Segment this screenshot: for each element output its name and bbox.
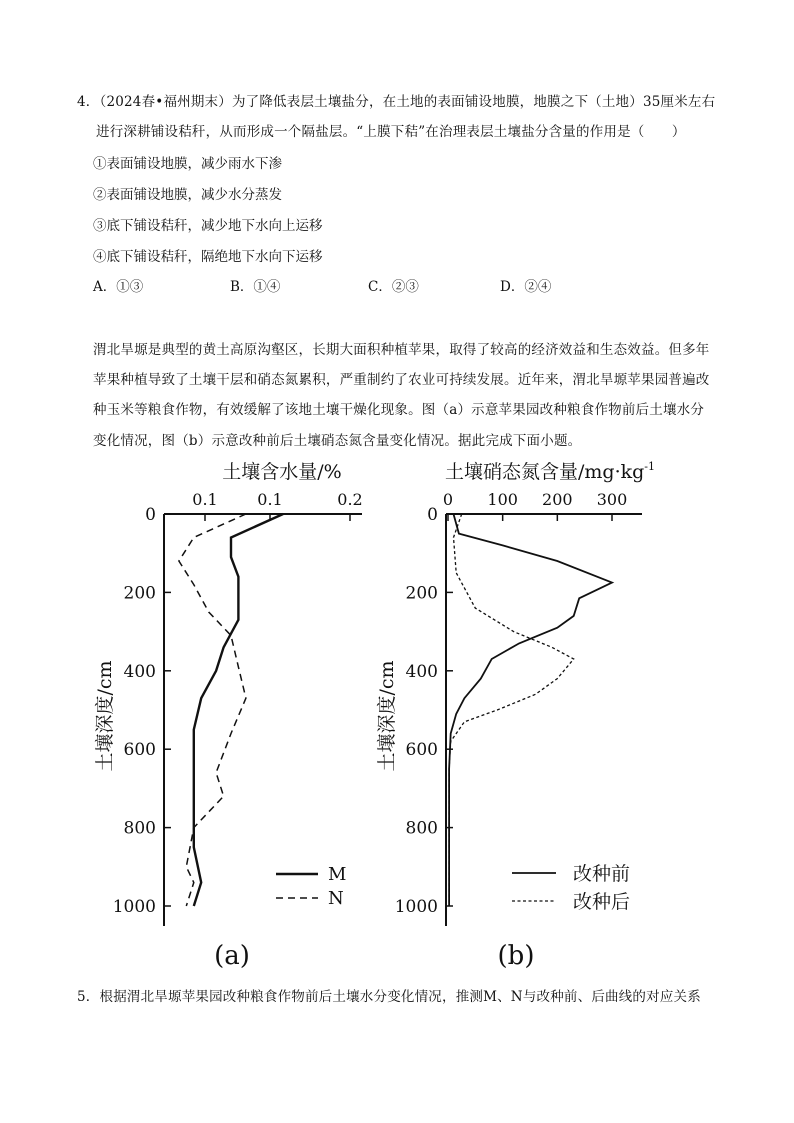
y-axis-label-a: 土壤深度/cm: [94, 660, 116, 772]
panel-b-xtick-2: 200: [542, 490, 573, 509]
panel-a-title: 土壤含水量/%: [222, 461, 342, 483]
panel-b-xtick-1: 100: [487, 490, 518, 509]
panel-a-ytick-4: 800: [123, 818, 156, 839]
panel-a-ytick-3: 600: [123, 740, 156, 761]
panel-b: [376, 460, 655, 970]
series-before-line: [449, 514, 612, 906]
panel-b-ytick-5: 1000: [394, 897, 438, 917]
q4-choice-c: C．②③: [368, 279, 419, 295]
legend-N-label: N: [328, 888, 344, 909]
passage-line-3: 种玉米等粮食作物，有效缓解了该地土壤干燥化现象。图（a）示意苹果园改种粮食作物前后土壤水分: [93, 402, 705, 418]
series-M-line: [194, 514, 283, 906]
legend-M-label: M: [328, 864, 347, 885]
figure: [0, 450, 794, 970]
q4-line-2: 进行深耕铺设秸秆，从而形成一个隔盐层。“上膜下秸”在治理表层土壤盐分含量的作用是（ ）: [96, 124, 686, 140]
legend-after-label: 改种后: [573, 891, 631, 913]
passage-line-4: 变化情况，图（b）示意改种前后土壤硝态氮含量变化情况。据此完成下面小题。: [93, 433, 582, 449]
panel-b-ytick-2: 400: [405, 661, 438, 682]
q5-line-1: 5．根据渭北旱塬苹果园改种粮食作物前后土壤水分变化情况，推测M、N与改种前、后曲线的对应关系: [77, 989, 701, 1005]
q4-option-2: ②表面铺设地膜，减少水分蒸发: [93, 187, 282, 203]
legend-before-label: 改种前: [573, 863, 631, 885]
panel-b-title-sup: -1: [644, 460, 656, 473]
panel-a-xtick-3: 0.2: [337, 490, 363, 509]
series-after-line: [449, 514, 574, 906]
panel-a: [94, 461, 363, 970]
q4-choice-d: D．②④: [500, 279, 552, 295]
y-axis-label-b: 土壤深度/cm: [376, 660, 398, 772]
panel-a-xtick-1: 0.1: [192, 490, 218, 509]
q4-option-4: ④底下铺设秸秆，隔绝地下水向下运移: [93, 249, 323, 265]
panel-a-xtick-2: 0.1: [257, 490, 283, 509]
q4-line-1: 4．（2024春•福州期末）为了降低表层土壤盐分，在土地的表面铺设地膜，地膜之下（土地）35厘米左右: [77, 94, 716, 110]
panel-b-ytick-3: 600: [405, 740, 438, 761]
panel-b-xtick-3: 300: [596, 490, 628, 509]
q4-option-1: ①表面铺设地膜，减少雨水下渗: [93, 156, 282, 172]
panel-a-ytick-1: 200: [123, 583, 156, 604]
panel-b-ytick-4: 800: [405, 818, 438, 839]
passage-line-1: 渭北旱塬是典型的黄土高原沟壑区，长期大面积种植苹果，取得了较高的经济效益和生态效益。但多年: [93, 342, 710, 358]
panel-b-title-text: 土壤硝态氮含量/mg·kg: [444, 461, 645, 483]
panel-a-ytick-2: 400: [123, 661, 156, 682]
q4-choice-a: A．①③: [93, 279, 144, 295]
panel-b-ytick-0: 0: [427, 505, 438, 525]
panel-b-caption: (b): [497, 941, 535, 970]
q4-option-3: ③底下铺设秸秆，减少地下水向上运移: [93, 218, 323, 234]
panel-a-ytick-0: 0: [145, 505, 156, 525]
panel-b-xtick-0: 0: [442, 490, 454, 509]
passage-line-2: 苹果种植导致了土壤干层和硝态氮累积，严重制约了农业可持续发展。近年来，渭北旱塬苹果园普遍改: [93, 372, 710, 388]
panel-b-title: [445, 460, 655, 483]
panel-b-ytick-1: 200: [405, 583, 438, 604]
panel-a-caption: (a): [214, 941, 250, 970]
q4-choice-b: B．①④: [230, 279, 281, 295]
panel-a-ytick-5: 1000: [112, 897, 156, 917]
